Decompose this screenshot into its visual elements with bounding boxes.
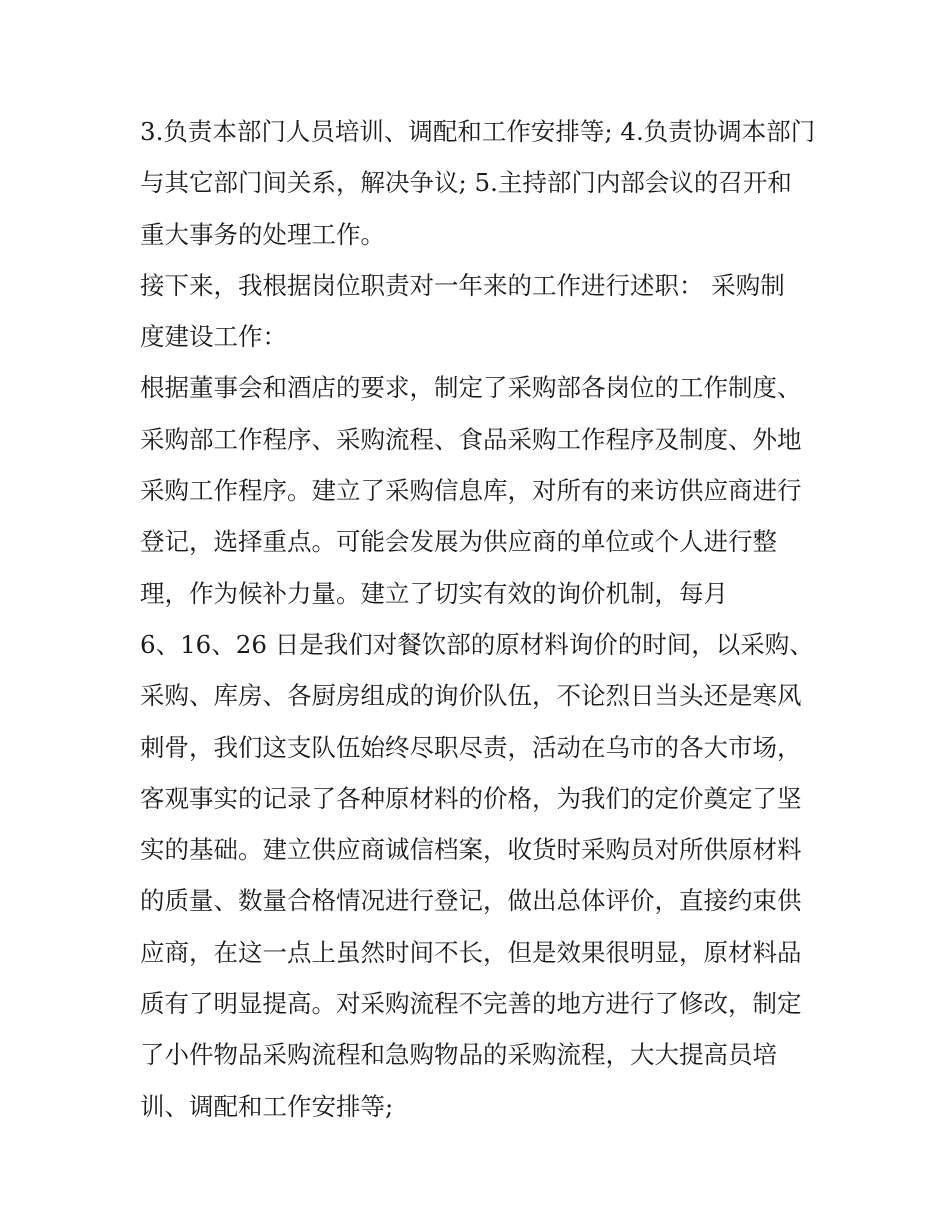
- text-line: 应商，在这一点上虽然时间不长，但是效果很明显，原材料品: [140, 937, 802, 967]
- text-line: 刺骨，我们这支队伍始终尽职尽责，活动在乌市的各大市场，: [140, 732, 802, 762]
- text-line: 度建设工作：: [140, 322, 287, 352]
- text-line: 采购工作程序。建立了采购信息库，对所有的来访供应商进行: [140, 476, 802, 506]
- text-line: 的质量、数量合格情况进行登记，做出总体评价，直接约束供: [140, 886, 802, 916]
- text-line: 采购、库房、各厨房组成的询价队伍，不论烈日当头还是寒风: [140, 681, 802, 711]
- text-line: 3.负责本部门人员培训、调配和工作安排等; 4.负责协调本部门: [140, 117, 816, 146]
- text-line: 实的基础。建立供应商诚信档案，收货时采购员对所供原材料: [140, 835, 802, 865]
- text-line: 质有了明显提高。对采购流程不完善的地方进行了修改，制定: [140, 989, 802, 1019]
- text-line: 客观事实的记录了各种原材料的价格，为我们的定价奠定了坚: [140, 783, 802, 813]
- text-line: 重大事务的处理工作。: [140, 219, 385, 249]
- text-line: 理，作为候补力量。建立了切实有效的询价机制，每月: [140, 578, 728, 608]
- text-line: 与其它部门间关系，解决争议; 5.主持部门内部会议的召开和: [140, 168, 792, 198]
- text-line: 6、16、26 日是我们对餐饮部的原材料询价的时间，以采购、: [140, 629, 814, 659]
- text-line: 根据董事会和酒店的要求，制定了采购部各岗位的工作制度、: [140, 373, 802, 403]
- text-line: 采购部工作程序、采购流程、食品采购工作程序及制度、外地: [140, 424, 802, 454]
- text-line: 接下来，我根据岗位职责对一年来的工作进行述职： 采购制: [140, 270, 785, 300]
- text-line: 登记，选择重点。可能会发展为供应商的单位或个人进行整: [140, 527, 777, 557]
- text-line: 了小件物品采购流程和急购物品的采购流程，大大提高员培: [140, 1040, 777, 1070]
- body-text: [140, 106, 820, 1132]
- text-line: 训、调配和工作安排等;: [140, 1091, 394, 1121]
